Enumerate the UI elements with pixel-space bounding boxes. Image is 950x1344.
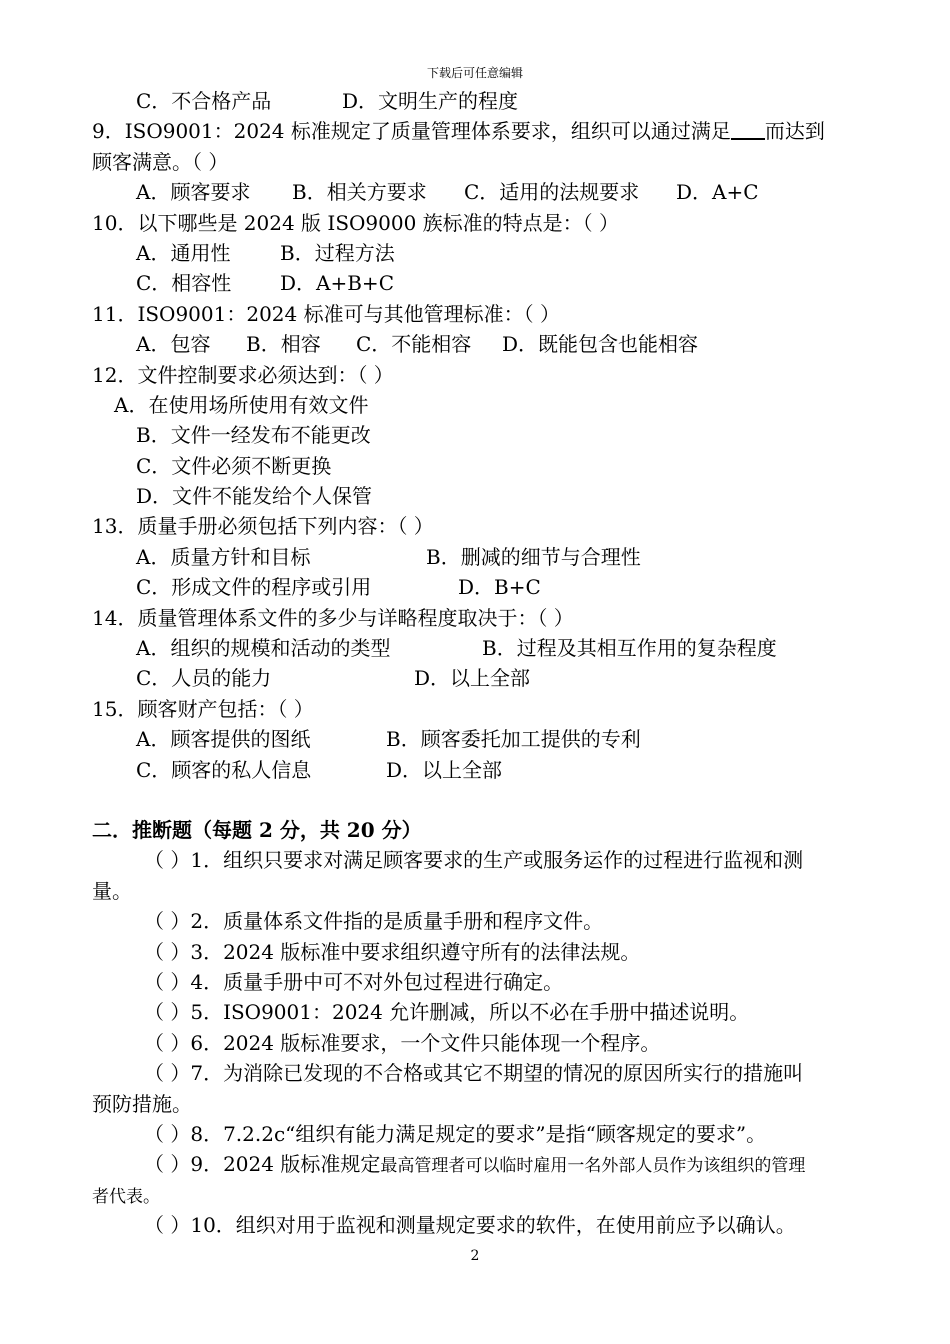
tf-text: （ ）8．7.2.2c“组织有能力满足规定的要求”是指“顾客规定的要求”。 [144,1121,767,1146]
mc-text: 12．文件控制要求必须达到：（ ） [92,362,394,387]
tf-text: （ ）3．2024 版标准中要求组织遵守所有的法律法规。 [144,939,641,964]
mc-text: 而达到 [764,119,825,144]
mc-line [92,116,882,146]
mc-text: B．文件一经发布不能更改 [136,423,371,448]
mc-text: C．文件必须不断更换 [136,453,332,478]
mc-line [92,147,882,177]
tf-text: （ ）6．2024 版标准要求，一个文件只能体现一个程序。 [144,1030,661,1055]
mc-text: C．适用的法规要求 [464,180,640,205]
tf-text: 量。 [92,878,132,903]
mc-text: 15．顾客财产包括：（ ） [92,696,314,721]
mc-text: A．质量方针和目标 [136,544,311,569]
tf-line [92,1119,882,1149]
mc-line [92,663,882,693]
true-false-questions [92,845,882,1240]
tf-line [92,1149,882,1179]
mc-line [92,86,882,116]
mc-text: B．相容 [246,332,321,357]
section-gap [92,785,882,815]
mc-text: 10．以下哪些是 2024 版 ISO9000 族标准的特点是：（ ） [92,210,620,235]
mc-line [92,633,882,663]
mc-text: A．组织的规模和活动的类型 [136,636,391,661]
mc-line [92,238,882,268]
tf-line [92,1058,882,1088]
mc-line [92,268,882,298]
mc-text: B．过程方法 [280,240,395,265]
mc-text: C．不合格产品 [136,89,272,113]
mc-text: C．不能相容 [356,332,472,357]
mc-line [92,694,882,724]
mc-text: 9．ISO9001：2024 标准规定了质量管理体系要求，组织可以通过满足 [92,119,731,144]
answer-blank [731,118,765,140]
mc-line [92,481,882,511]
mc-text: D．以上全部 [386,757,503,782]
mc-text: 14．质量管理体系文件的多少与详略程度取决于：（ ） [92,605,574,630]
multiple-choice-questions [92,86,882,785]
tf-line [92,937,882,967]
tf-text: （ ）7．为消除已发现的不合格或其它不期望的情况的原因所实行的措施叫 [144,1061,804,1086]
tf-text: 预防措施。 [92,1091,192,1116]
tf-line [92,1180,882,1210]
page-number: 2 [470,1248,480,1264]
tf-line [92,906,882,936]
mc-line [92,451,882,481]
mc-text: C．顾客的私人信息 [136,757,312,782]
mc-text: A．通用性 [136,240,231,265]
tf-text: （ ）1．组织只要求对满足顾客要求的生产或服务运作的过程进行监视和测 [144,848,804,873]
page-header: 下载后可任意编辑 [426,66,523,80]
tf-line [92,1028,882,1058]
tf-text: （ ）2．质量体系文件指的是质量手册和程序文件。 [144,909,604,934]
tf-text-small: 者代表。 [92,1186,160,1207]
tf-line [92,845,882,875]
mc-text: D．既能包含也能相容 [502,332,699,357]
mc-text: C．人员的能力 [136,666,272,691]
mc-text: A．包容 [136,332,211,357]
mc-text: 顾客满意。（ ） [92,149,229,174]
page-content [92,86,882,1240]
mc-text: D．B+C [458,575,541,600]
mc-text: A．顾客提供的图纸 [136,727,311,752]
mc-text: B．过程及其相互作用的复杂程度 [482,636,777,661]
tf-line [92,1210,882,1240]
mc-line [92,511,882,541]
mc-line [92,329,882,359]
mc-line [92,177,882,207]
mc-line [92,603,882,633]
tf-text: （ ）10．组织对用于监视和测量规定要求的软件，在使用前应予以确认。 [144,1213,796,1238]
mc-line [92,390,882,420]
tf-line [92,1089,882,1119]
tf-line [92,876,882,906]
section-title: 二．推断题（每题 2 分，共 20 分） [92,817,422,842]
mc-line [92,360,882,390]
mc-text: D．A+B+C [280,271,394,296]
mc-text: A．顾客要求 [136,180,251,205]
mc-text: A．在使用场所使用有效文件 [114,392,369,417]
mc-text: D．文件不能发给个人保管 [136,484,373,509]
mc-text: D．A+C [676,180,759,205]
tf-line [92,997,882,1027]
mc-line [92,755,882,785]
mc-line [92,208,882,238]
mc-text: B．删减的细节与合理性 [426,544,641,569]
tf-text: （ ）4．质量手册中可不对外包过程进行确定。 [144,969,564,994]
tf-text: （ ）5．ISO9001：2024 允许删减，所以不必在手册中描述说明。 [144,1000,750,1025]
tf-line [92,967,882,997]
mc-text: 11．ISO9001：2024 标准可与其他管理标准：（ ） [92,301,560,326]
mc-line [92,724,882,754]
mc-line [92,420,882,450]
mc-line [92,299,882,329]
mc-line [92,572,882,602]
mc-text: C．形成文件的程序或引用 [136,575,372,600]
mc-text: D．以上全部 [414,666,531,691]
tf-text: （ ）9．2024 版标准规定 [144,1152,381,1177]
mc-text: B．相关方要求 [292,180,427,205]
mc-text: B．顾客委托加工提供的专利 [386,727,641,752]
mc-text: D．文明生产的程度 [342,89,519,113]
mc-text: C．相容性 [136,271,232,296]
mc-text: 13．质量手册必须包括下列内容：（ ） [92,514,434,539]
tf-text-small: 最高管理者可以临时雇用一名外部人员作为该组织的管理 [380,1156,806,1177]
mc-line [92,542,882,572]
